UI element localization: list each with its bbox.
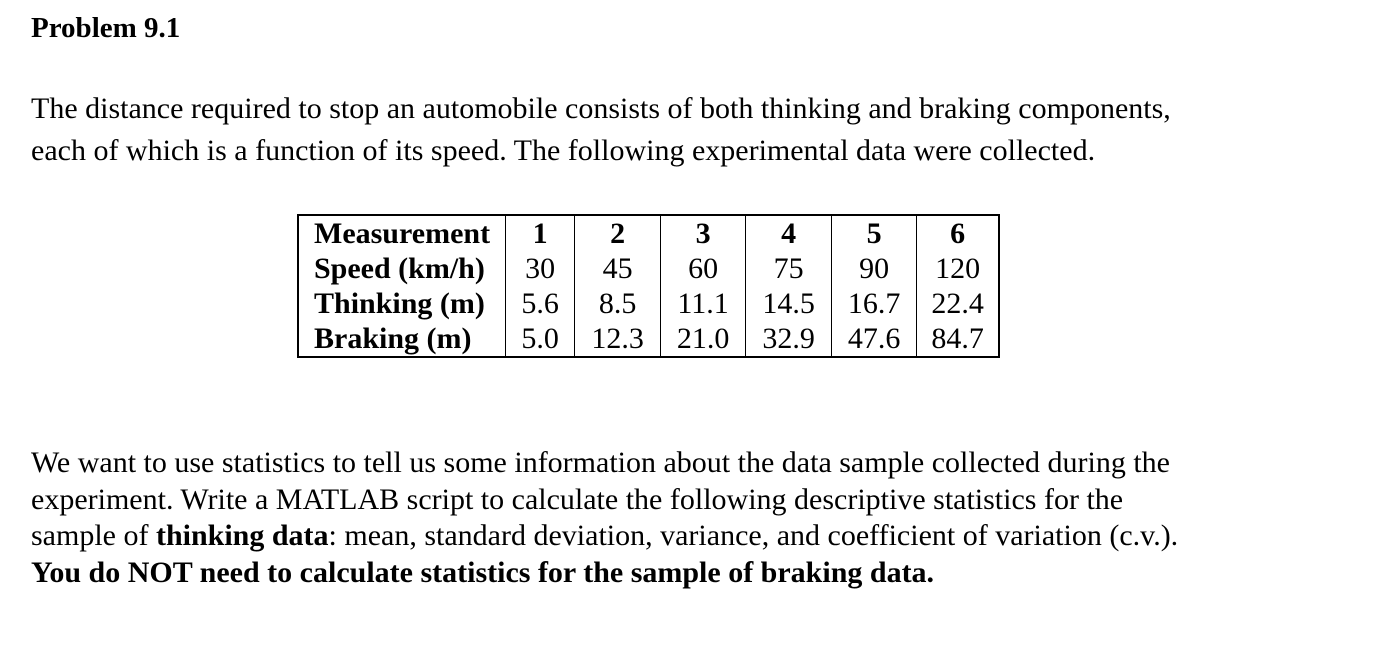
intro-line-2: each of which is a function of its speed. The following experimental data were collected. <box>31 134 1096 167</box>
instructions-paragraph <box>31 445 1351 591</box>
instructions-line-1: We want to use statistics to tell us some information about the data sample collected during the <box>31 446 1170 479</box>
header-cell: 5 <box>832 215 917 251</box>
table-row <box>298 286 999 321</box>
header-cell: 1 <box>506 215 575 251</box>
table-cell: 47.6 <box>832 321 917 357</box>
instructions-line-2: experiment. Write a MATLAB script to calculate the following descriptive statistics for the <box>31 482 1124 516</box>
header-cell: 3 <box>661 215 746 251</box>
table-cell: 5.0 <box>506 321 575 357</box>
table-cell: 16.7 <box>832 286 917 321</box>
intro-paragraph <box>31 88 1351 172</box>
instructions-line-3-post: : mean, standard deviation, variance, and coefficient of variation (c.v.). <box>328 519 1179 552</box>
table-cell: 14.5 <box>746 286 832 321</box>
table-cell: 8.5 <box>575 286 661 321</box>
header-cell: 6 <box>917 215 1000 251</box>
table-cell: 12.3 <box>575 321 661 357</box>
table-cell: 120 <box>917 251 1000 286</box>
header-label: Measurement <box>298 215 506 251</box>
table-cell: 75 <box>746 251 832 286</box>
row-label-braking: Braking (m) <box>298 321 506 357</box>
thinking-data-emphasis: thinking data <box>155 519 329 552</box>
table-cell: 21.0 <box>661 321 746 357</box>
instructions-line-3 <box>31 518 1351 555</box>
intro-line-1: The distance required to stop an automobile consists of both thinking and braking components, <box>31 92 1171 125</box>
table-cell: 45 <box>575 251 661 286</box>
table-cell: 90 <box>832 251 917 286</box>
table-cell: 30 <box>506 251 575 286</box>
header-cell: 2 <box>575 215 661 251</box>
table-cell: 84.7 <box>917 321 1000 357</box>
table-cell: 11.1 <box>661 286 746 321</box>
table-cell: 60 <box>661 251 746 286</box>
row-label-thinking: Thinking (m) <box>298 286 506 321</box>
instructions-line-3-pre: sample of <box>31 519 156 552</box>
table-cell: 22.4 <box>917 286 1000 321</box>
problem-title: Problem 9.1 <box>31 12 181 44</box>
braking-note: You do NOT need to calculate statistics for the sample of braking data. <box>31 555 935 589</box>
row-label-speed: Speed (km/h) <box>298 251 506 286</box>
header-cell: 4 <box>746 215 832 251</box>
table-header-row <box>298 215 999 251</box>
data-table <box>297 214 1000 358</box>
table-cell: 32.9 <box>746 321 832 357</box>
table-row <box>298 251 999 286</box>
table-row <box>298 321 999 357</box>
table-cell: 5.6 <box>506 286 575 321</box>
